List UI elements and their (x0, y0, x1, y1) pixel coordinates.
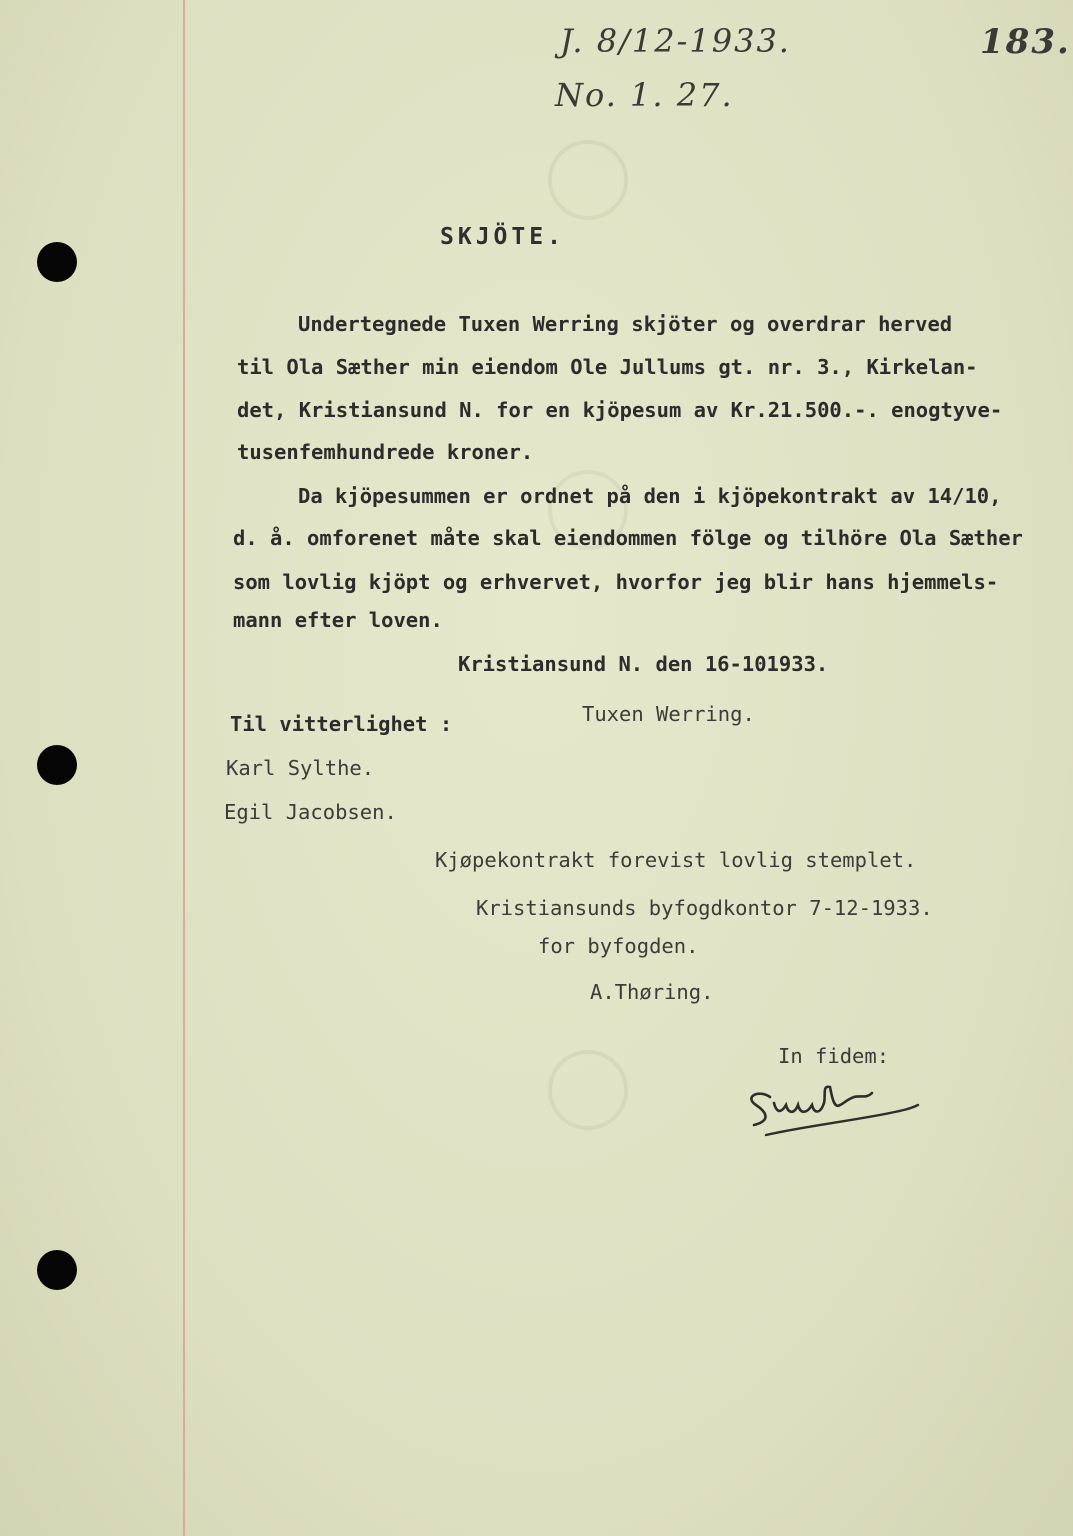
document-title: SKJÖTE. (440, 224, 565, 250)
body-line: Undertegnede Tuxen Werring skjöter og overdrar herved (298, 312, 953, 336)
margin-line (183, 0, 185, 1536)
place-date: Kristiansund N. den 16-101933. (458, 652, 829, 676)
registration-line: Kristiansunds byfogdkontor 7-12-1933. (476, 896, 933, 920)
bleed-through-mark (548, 1050, 628, 1130)
body-line: mann efter loven. (233, 608, 443, 632)
body-line: som lovlig kjöpt og erhvervet, hvorfor jeg blir hans hjemmels- (233, 570, 999, 594)
handwritten-date: J. 8/12-1933. (560, 22, 791, 60)
in-fidem-label: In fidem: (778, 1044, 890, 1068)
punch-hole (37, 242, 77, 282)
witness-name: Karl Sylthe. (226, 756, 375, 780)
body-line: d. å. omforenet måte skal eiendommen fölge og tilhöre Ola Sæther (233, 526, 1023, 550)
body-line: til Ola Sæther min eiendom Ole Jullums gt. nr. 3., Kirkelan- (237, 355, 978, 379)
body-line: tusenfemhundrede kroner. (237, 440, 534, 464)
handwritten-number: No. 1. 27. (555, 76, 734, 114)
punch-hole (37, 1250, 77, 1290)
handwritten-signature (740, 1075, 930, 1145)
witness-name: Egil Jacobsen. (224, 800, 397, 824)
registration-line: Kjøpekontrakt forevist lovlig stemplet. (435, 848, 917, 872)
punch-hole (37, 745, 77, 785)
witness-label: Til vitterlighet : (230, 712, 453, 736)
signer-name: Tuxen Werring. (582, 702, 755, 726)
registration-officer: A.Thøring. (590, 980, 714, 1004)
body-line: Da kjöpesummen er ordnet på den i kjöpekontrakt av 14/10, (298, 484, 1002, 508)
body-line: det, Kristiansund N. for en kjöpesum av Kr.21.500.-. enogtyve- (237, 398, 1003, 422)
page-number: 183. (980, 22, 1071, 62)
bleed-through-mark (548, 140, 628, 220)
registration-line: for byfogden. (538, 934, 699, 958)
